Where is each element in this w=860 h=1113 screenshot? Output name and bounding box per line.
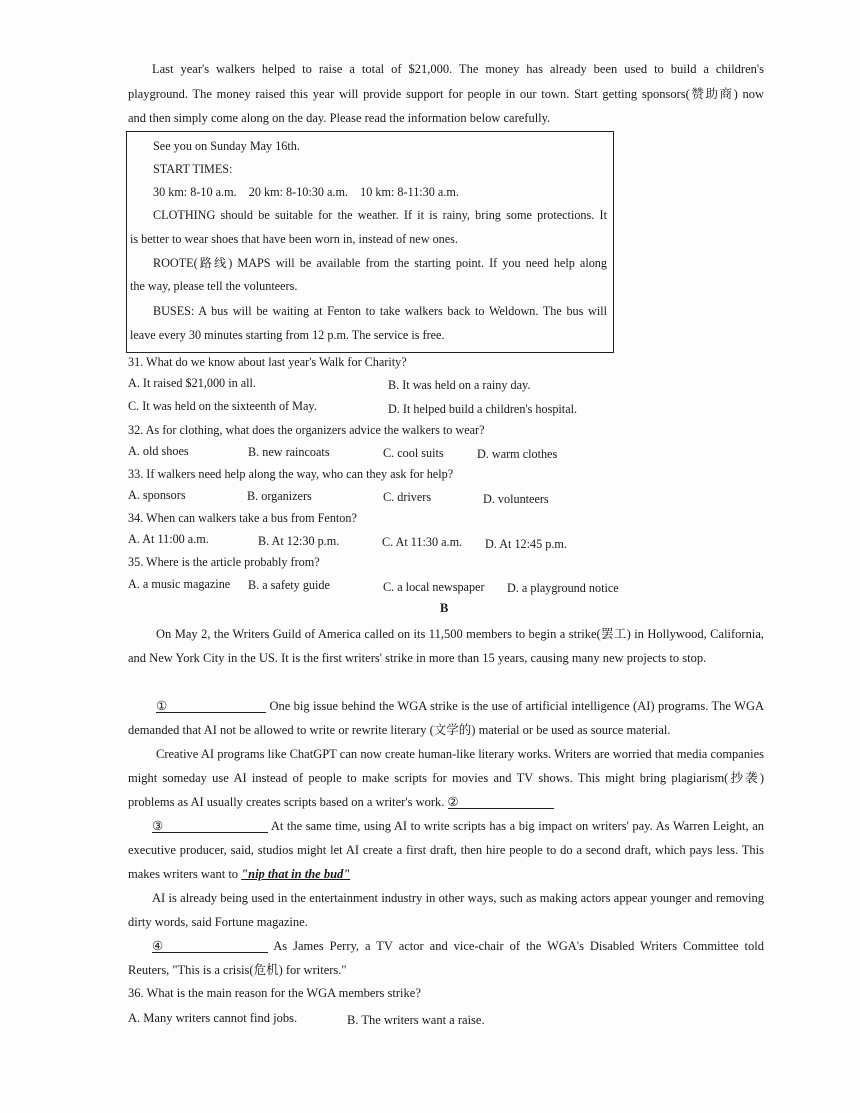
paragraph-1-text: On May 2, the Writers Guild of America called on its 11,500 members to begin a strike(罢工) in Hollywood, California, and New York City in the US. It is the first writers' strike in more than 15 years, causing many new projects to stop. [128, 627, 764, 665]
question-34-option-c: C. At 11:30 a.m. [382, 535, 463, 549]
question-31-option-c: C. It was held on the sixteenth of May. [128, 399, 317, 413]
blank-4: ④ [152, 940, 268, 953]
paragraph-5-text: AI is already being used in the entertainment industry in other ways, such as making actors appear younger and removing dirty words, said Fortune magazine. [128, 891, 764, 929]
question-35-option-a: A. a music magazine [128, 577, 231, 591]
question-34-option-a: A. At 11:00 a.m. [128, 532, 209, 546]
notice-date: See you on Sunday May 16th. [153, 139, 300, 153]
passage-b-paragraph-5 [128, 886, 764, 934]
question-33-option-d: D. volunteers [483, 492, 549, 506]
question-32-option-a: A. old shoes [128, 444, 189, 458]
question-33-stem: 33. If walkers need help along the way, who can they ask for help? [128, 467, 454, 481]
question-33-option-b: B. organizers [247, 489, 312, 503]
question-32-option-c: C. cool suits [383, 446, 444, 460]
notice-start-times: 30 km: 8-10 a.m. 20 km: 8-10:30 a.m. 10 km: 8-11:30 a.m. [153, 185, 459, 199]
notice-buses-2: leave every 30 minutes starting from 12 p.m. The service is free. [130, 328, 445, 342]
question-34-stem: 34. When can walkers take a bus from Fenton? [128, 511, 357, 525]
intro-line-2: playground. The money raised this year will provide support for people in our town. Start getting sponsors(赞助商) now [128, 87, 764, 101]
question-31-option-d: D. It helped build a children's hospital. [388, 402, 578, 416]
question-36-stem: 36. What is the main reason for the WGA members strike? [128, 986, 421, 1000]
notice-start-times-heading: START TIMES: [153, 162, 233, 176]
notice-clothing-2: is better to wear shoes that have been worn in, instead of new ones. [130, 232, 458, 246]
question-32-option-d: D. warm clothes [477, 447, 558, 461]
idiom-nip-in-the-bud: "nip that in the bud" [241, 867, 351, 881]
blank-2: ② [448, 796, 554, 809]
passage-b-paragraph-6 [128, 934, 764, 982]
question-35-stem: 35. Where is the article probably from? [128, 555, 320, 569]
paragraph-6-text: As James Perry, a TV actor and vice-chair of the WGA's Disabled Writers Committee told Reuters, "This is a crisis(危机) for writers." [128, 939, 764, 977]
notice-route-2: the way, please tell the volunteers. [130, 279, 298, 293]
passage-b-paragraph-4 [128, 814, 764, 886]
paragraph-4-text: At the same time, using AI to write scripts has a big impact on writers' pay. As Warren Leight, an executive producer, said, studios might let AI create a first draft, then hire people to do a second draft, which pays less. This makes writers want to [128, 819, 764, 881]
section-b-label: B [440, 601, 449, 615]
question-35-option-b: B. a safety guide [248, 578, 330, 592]
question-31-option-a: A. It raised $21,000 in all. [128, 376, 256, 390]
question-31-stem: 31. What do we know about last year's Walk for Charity? [128, 355, 407, 369]
blank-3: ③ [152, 820, 268, 833]
passage-b-paragraph-1 [128, 622, 764, 670]
question-35-option-d: D. a playground notice [507, 581, 619, 595]
notice-route-1: ROOTE(路线) MAPS will be available from the starting point. If you need help along [153, 256, 607, 270]
passage-b-paragraph-2 [128, 694, 764, 742]
passage-b-paragraph-3 [128, 742, 764, 814]
paragraph-3-text: Creative AI programs like ChatGPT can now create human-like literary works. Writers are worried that media companies might someday use AI instead of people to make scripts for movies and TV shows. This might bring plagiarism(抄袭) problems as AI usually creates scripts based on a writer's work. [128, 747, 764, 809]
question-31-option-b: B. It was held on a rainy day. [388, 378, 531, 392]
question-34-option-d: D. At 12:45 p.m. [485, 537, 567, 551]
question-36-option-a: A. Many writers cannot find jobs. [128, 1011, 298, 1025]
notice-clothing-1: CLOTHING should be suitable for the weather. If it is rainy, bring some protections. It [153, 208, 607, 222]
question-34-option-b: B. At 12:30 p.m. [258, 534, 340, 548]
question-35-option-c: C. a local newspaper [383, 580, 485, 594]
intro-line-1: Last year's walkers helped to raise a total of $21,000. The money has already been used to build a children's [152, 62, 764, 76]
blank-1: ① [156, 700, 266, 713]
question-36-option-b: B. The writers want a raise. [347, 1013, 485, 1027]
question-33-option-c: C. drivers [383, 490, 432, 504]
notice-buses-1: BUSES: A bus will be waiting at Fenton to take walkers back to Weldown. The bus will [153, 304, 607, 318]
paragraph-2-text: One big issue behind the WGA strike is the use of artificial intelligence (AI) programs. The WGA demanded that AI not be allowed to write or rewrite literary (文学的) material or be used as source material. [128, 699, 765, 737]
question-32-stem: 32. As for clothing, what does the organizers advice the walkers to wear? [128, 423, 485, 437]
question-32-option-b: B. new raincoats [248, 445, 330, 459]
intro-line-3: and then simply come along on the day. Please read the information below carefully. [128, 111, 551, 125]
question-33-option-a: A. sponsors [128, 488, 186, 502]
